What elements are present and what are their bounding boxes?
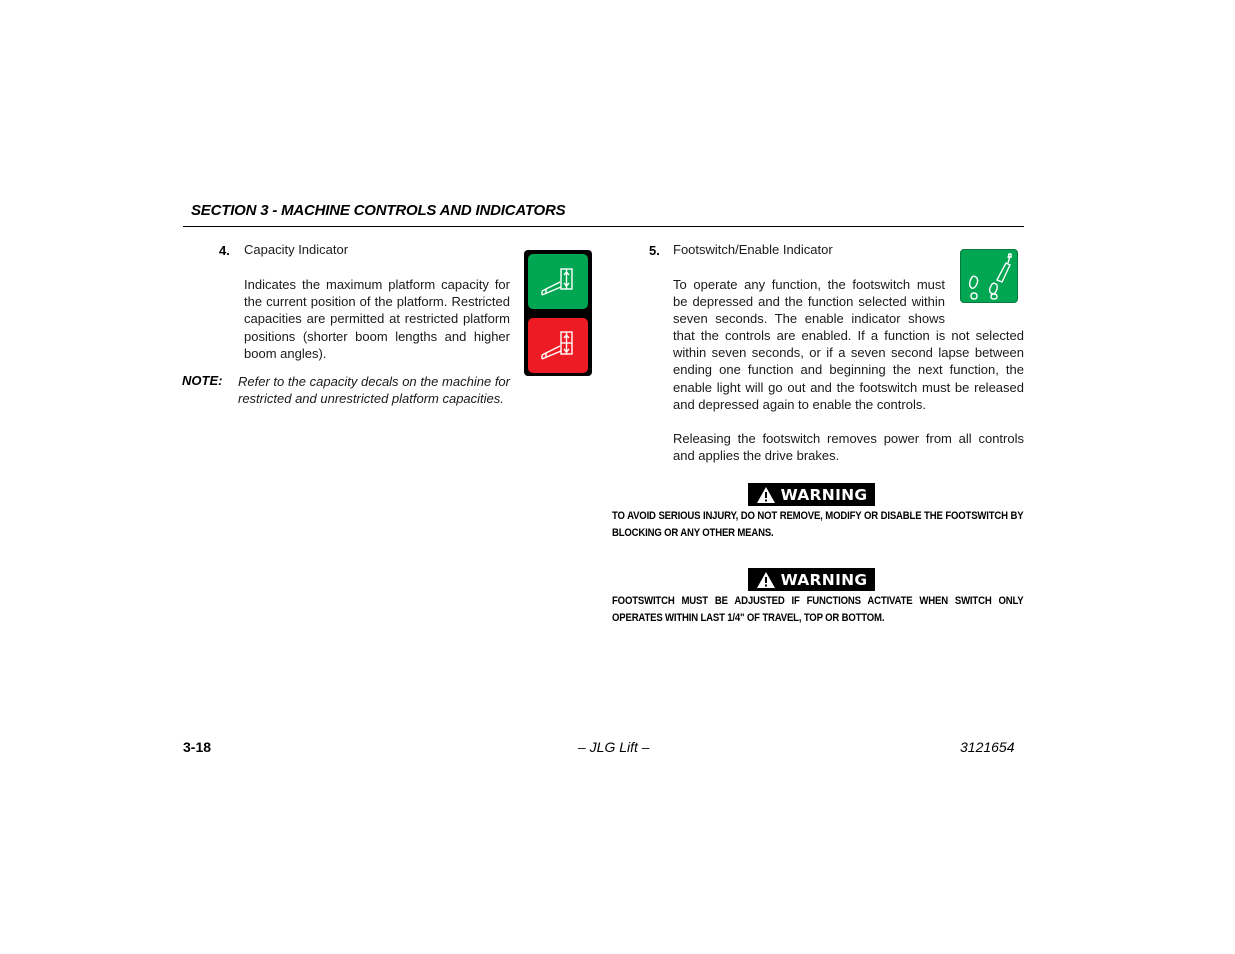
footswitch-para1-line: seven seconds. The enable indicator shows [673, 311, 945, 327]
warning-badge [748, 483, 875, 506]
footswitch-para1-line: To operate any function, the footswitch must [673, 277, 945, 292]
unrestricted-capacity-icon [528, 254, 588, 309]
document-number: 3121654 [960, 739, 1015, 755]
footswitch-para1-wrapped [673, 276, 945, 328]
note-text: Refer to the capacity decals on the machine for restricted and unrestricted platform capacities. [238, 374, 510, 407]
page-number: 3-18 [183, 739, 212, 755]
warning-text: FOOTSWITCH MUST BE ADJUSTED IF FUNCTIONS ACTIVATE WHEN SWITCH ONLY OPERATES WITHIN LAST 1/4" OF TRAVEL, TOP OR BOTTOM. [612, 595, 1024, 624]
footswitch-enable-icon [960, 249, 1018, 303]
footswitch-para1-rest: that the controls are enabled. If a function is not selected within seven seconds, or if a seven second lapse between ending one function and beginning the next function, the enable light will go out and the footswitch must be released and depressed again to enable the controls. [673, 328, 1024, 412]
warning-badge [748, 568, 875, 591]
warning-text: TO AVOID SERIOUS INJURY, DO NOT REMOVE, MODIFY OR DISABLE THE FOOTSWITCH BY BLOCKING OR ANY OTHER MEANS. [612, 510, 1024, 539]
note-label: NOTE: [182, 373, 223, 388]
section-title: SECTION 3 - MACHINE CONTROLS AND INDICATORS [191, 202, 566, 219]
capacity-indicator-graphic [524, 250, 592, 376]
warning-triangle-icon [756, 486, 776, 504]
item-number-5: 5. [649, 243, 660, 258]
footswitch-para1-line: be depressed and the function selected within [673, 294, 945, 310]
warning-triangle-icon [756, 571, 776, 589]
restricted-capacity-icon [528, 318, 588, 373]
capacity-indicator-paragraph: Indicates the maximum platform capacity for the current position of the platform. Restricted capacities are permitted at restricted platform positions (shorter boom lengths and higher boom angles). [244, 277, 510, 361]
warning-label: WARNING [780, 570, 868, 589]
item-number-4: 4. [219, 243, 230, 258]
capacity-indicator-title: Capacity Indicator [244, 242, 349, 257]
footer-center: – JLG Lift – [578, 739, 650, 755]
footswitch-para2: Releasing the footswitch removes power from all controls and applies the drive brakes. [673, 431, 1024, 464]
header-rule [183, 226, 1024, 227]
warning-label: WARNING [780, 485, 868, 504]
footswitch-indicator-title: Footswitch/Enable Indicator [673, 242, 833, 257]
